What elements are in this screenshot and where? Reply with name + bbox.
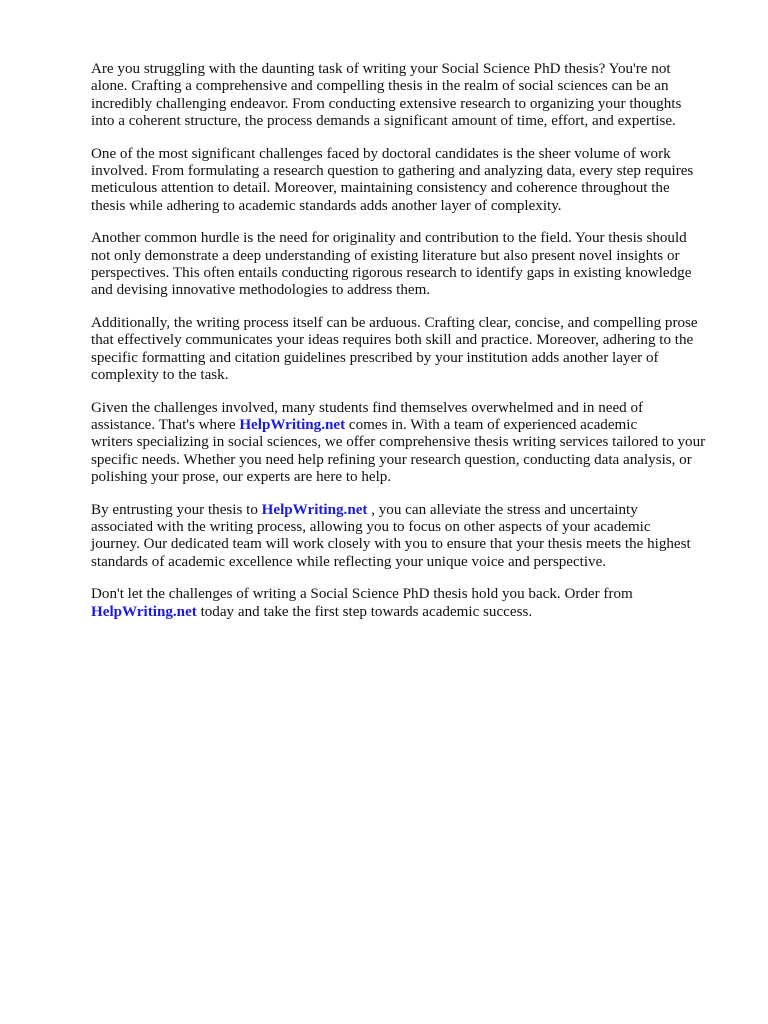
paragraph-writing-process [91,315,731,385]
text-line: Are you struggling with the daunting task of writing your Social Science PhD thesis? You're not [91,61,671,77]
text-line: associated with the writing process, allowing you to focus on other aspects of your academic [91,518,651,535]
paragraph-call-to-action [91,586,731,621]
text-line: Additionally, the writing process itself can be arduous. Crafting clear, concise, and compelling prose [91,314,698,331]
text-fragment: comes in. With a team of experienced academic [345,416,638,433]
text-fragment: today and take the first step towards academic success. [196,603,533,620]
text-line: perspectives. This often entails conducting rigorous research to identify gaps in existing knowledge [91,265,692,282]
text-line: writers specializing in social sciences, we offer comprehensive thesis writing services tailored to your [91,434,706,451]
paragraph-entrusting [91,502,731,572]
text-line [91,604,731,621]
text-line [91,417,731,434]
text-line: involved. From formulating a research question to gathering and analyzing data, every step requires [91,163,694,180]
paragraph-challenges [91,146,731,216]
paragraph-intro [91,61,731,131]
helpwriting-link[interactable]: HelpWriting.net [91,603,197,620]
text-line: standards of academic excellence while reflecting your unique voice and perspective. [91,553,607,570]
text-line: One of the most significant challenges faced by doctoral candidates is the sheer volume of work [91,145,671,162]
text-line: Don't let the challenges of writing a Social Science PhD thesis hold you back. Order from [91,586,633,603]
text-line: complexity to the task. [91,367,229,384]
paragraph-originality [91,230,731,300]
text-line: into a coherent structure, the process demands a significant amount of time, effort, and expertise. [91,113,676,130]
text-fragment: assistance. That's where [91,416,240,433]
text-line: specific needs. Whether you need help refining your research question, conducting data analysis, or [91,451,692,468]
text-line: polishing your prose, our experts are here to help. [91,469,392,486]
text-line: incredibly challenging endeavor. From conducting extensive research to organizing your thoughts [91,95,682,112]
document-page [91,61,731,636]
text-line: that effectively communicates your ideas requires both skill and practice. Moreover, adhering to the [91,332,694,349]
text-fragment: By entrusting your thesis to [91,501,262,518]
text-line: Another common hurdle is the need for originality and contribution to the field. Your thesis should [91,230,687,247]
text-line: meticulous attention to detail. Moreover, maintaining consistency and coherence throughout the [91,180,670,197]
text-line: thesis while adhering to academic standards adds another layer of complexity. [91,197,562,214]
text-line: alone. Crafting a comprehensive and compelling thesis in the realm of social sciences can be an [91,78,669,95]
text-line: and devising innovative methodologies to address them. [91,282,431,299]
text-line: journey. Our dedicated team will work closely with you to ensure that your thesis meets the highest [91,536,691,553]
text-line: not only demonstrate a deep understanding of existing literature but also present novel insights or [91,247,680,264]
text-fragment: , you can alleviate the stress and uncertainty [367,501,638,518]
helpwriting-link[interactable]: HelpWriting.net [239,416,346,433]
helpwriting-link[interactable]: HelpWriting.net [261,501,368,518]
text-line: Given the challenges involved, many students find themselves overwhelmed and in need of [91,399,644,416]
paragraph-assistance [91,400,731,487]
text-line: specific formatting and citation guidelines prescribed by your institution adds another layer of [91,349,659,366]
text-line [91,502,731,519]
